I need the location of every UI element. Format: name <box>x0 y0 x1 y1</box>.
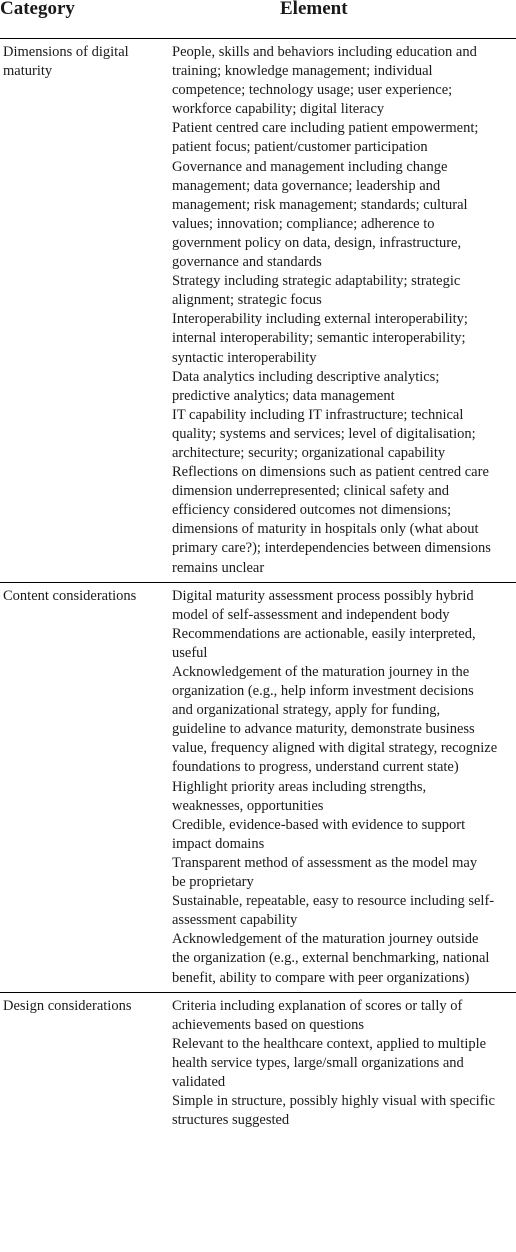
element-line: efficiency considered outcomes not dimensions; <box>172 502 452 519</box>
element-line: People, skills and behaviors including education and <box>172 44 477 60</box>
element-line: alignment; strategic focus <box>172 292 322 309</box>
category-line: Dimensions of digital <box>3 44 129 60</box>
element-line: predictive analytics; data management <box>172 387 395 404</box>
element-line: Simple in structure, possibly highly visual with specific <box>172 1093 495 1110</box>
element-line: health service types, large/small organizations and <box>172 1054 464 1071</box>
element-line: achievements based on questions <box>172 1016 365 1033</box>
element-line: value, frequency aligned with digital strategy, recognize <box>172 740 498 757</box>
element-line: structures suggested <box>172 1112 290 1129</box>
element-item <box>172 310 516 367</box>
element-item <box>172 158 516 273</box>
element-line: Highlight priority areas including strengths, <box>172 778 427 795</box>
element-line: benefit, ability to compare with peer organizations) <box>172 969 470 986</box>
element-line: Reflections on dimensions such as patient centred care <box>172 464 489 481</box>
element-line: dimension underrepresented; clinical safety and <box>172 483 450 500</box>
element-line: Transparent method of assessment as the model may <box>172 854 478 871</box>
element-line: architecture; security; organizational capability <box>172 444 446 461</box>
element-line: validated <box>172 1073 226 1090</box>
element-item <box>172 997 516 1035</box>
element-item <box>172 625 516 663</box>
element-item <box>172 663 516 778</box>
category-line: maturity <box>3 63 53 80</box>
element-line: dimensions of maturity in hospitals only (what about <box>172 521 479 538</box>
element-line: governance and standards <box>172 254 322 271</box>
element-line: Criteria including explanation of scores or tally of <box>172 997 463 1014</box>
element-line: model of self-assessment and independent body <box>172 606 450 623</box>
element-line: Strategy including strategic adaptability; strategic <box>172 273 461 290</box>
element-line: Digital maturity assessment process possibly hybrid <box>172 587 474 604</box>
table-row <box>0 39 516 583</box>
element-item <box>172 119 516 157</box>
element-line: guideline to advance maturity, demonstrate business <box>172 721 475 738</box>
element-item <box>172 463 516 578</box>
element-item <box>172 272 516 310</box>
element-line: and organizational strategy, apply for funding, <box>172 702 441 719</box>
element-item <box>172 406 516 463</box>
category-cell <box>3 997 153 1016</box>
element-line: IT capability including IT infrastructure; technical <box>172 406 464 423</box>
element-line: competence; technology usage; user experience; <box>172 82 453 99</box>
element-line: Data analytics including descriptive analytics; <box>172 368 440 385</box>
element-line: workforce capability; digital literacy <box>172 101 385 118</box>
element-line: Acknowledgement of the maturation journey outside <box>172 931 479 948</box>
category-cell <box>3 587 153 606</box>
column-header-element: Element <box>280 0 348 19</box>
element-line: Patient centred care including patient empowerment; <box>172 120 479 137</box>
element-line: foundations to progress, understand current state) <box>172 759 459 776</box>
element-line: training; knowledge management; individual <box>172 63 433 80</box>
element-line: management; risk management; standards; cultural <box>172 196 468 213</box>
element-line: Acknowledgement of the maturation journey in the <box>172 664 470 680</box>
element-line: primary care?); interdependencies between dimensions <box>172 540 491 557</box>
element-line: quality; systems and services; level of digitalisation; <box>172 425 476 442</box>
element-line: patient focus; patient/customer participation <box>172 139 428 156</box>
element-line: be proprietary <box>172 874 254 891</box>
element-cell <box>172 39 516 582</box>
element-line: the organization (e.g., external benchmarking, national <box>172 950 490 967</box>
element-item <box>172 368 516 406</box>
element-item <box>172 43 516 119</box>
element-line: syntactic interoperability <box>172 349 317 366</box>
element-line: Interoperability including external interoperability; <box>172 311 468 328</box>
element-item <box>172 1092 516 1130</box>
element-line: Governance and management including change <box>172 158 448 175</box>
element-line: government policy on data, design, infrastructure, <box>172 234 462 251</box>
column-header-category: Category <box>0 0 75 19</box>
element-line: management; data governance; leadership and <box>172 177 441 194</box>
table-body <box>0 39 516 1134</box>
element-line: internal interoperability; semantic interoperability; <box>172 330 466 347</box>
table-header <box>0 0 516 39</box>
element-line: Recommendations are actionable, easily interpreted, <box>172 625 476 642</box>
element-cell <box>172 583 516 992</box>
category-cell <box>3 43 153 81</box>
element-item <box>172 854 516 892</box>
element-line: weaknesses, opportunities <box>172 797 324 814</box>
element-line: impact domains <box>172 835 265 852</box>
element-item <box>172 816 516 854</box>
element-line: Sustainable, repeatable, easy to resource including self- <box>172 893 495 910</box>
element-item <box>172 778 516 816</box>
element-line: useful <box>172 644 208 661</box>
element-line: values; innovation; compliance; adherence to <box>172 215 435 232</box>
category-line: Content considerations <box>3 587 137 604</box>
element-item <box>172 892 516 930</box>
element-line: assessment capability <box>172 912 298 929</box>
category-line: Design considerations <box>3 997 132 1014</box>
table-row <box>0 993 516 1135</box>
element-line: remains unclear <box>172 559 265 576</box>
element-item <box>172 1035 516 1092</box>
element-item <box>172 930 516 987</box>
element-line: organization (e.g., help inform investment decisions <box>172 683 474 700</box>
element-line: Relevant to the healthcare context, applied to multiple <box>172 1035 487 1052</box>
table-row <box>0 583 516 993</box>
element-cell <box>172 993 516 1135</box>
element-line: Credible, evidence-based with evidence to support <box>172 816 466 833</box>
element-item <box>172 587 516 625</box>
